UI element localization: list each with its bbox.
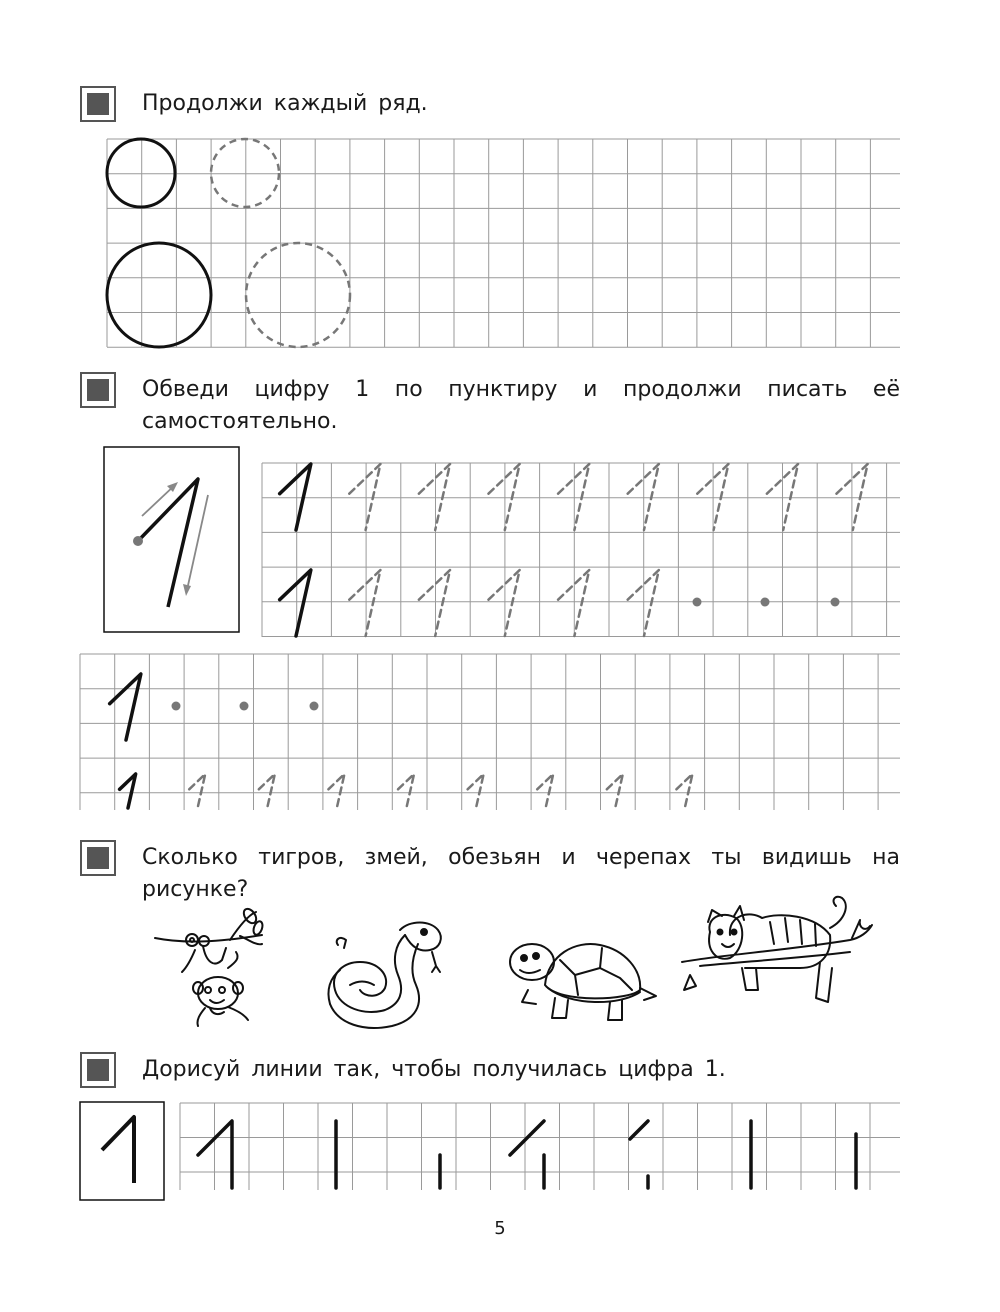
task-complete-lines — [80, 1052, 900, 1088]
digit-one-trace-small — [398, 774, 414, 808]
task-marker-icon — [80, 840, 116, 876]
partial-line-5 — [630, 1121, 648, 1139]
task-instruction: Сколько тигров, змей, обезьян и черепах ты видишь на рисунке? — [142, 845, 900, 902]
digit-one-trace — [488, 570, 519, 636]
digit-one-trace-small — [468, 774, 484, 808]
monkey-illustration — [155, 907, 264, 1026]
digit-one-trace-small — [676, 774, 692, 808]
digit-row-upper — [280, 464, 868, 636]
digit-one-trace — [488, 464, 519, 530]
digit-one-sample — [280, 570, 311, 636]
digit-one-sample — [280, 464, 311, 530]
partial-digit-lines[interactable] — [198, 1121, 856, 1188]
task-instruction: Обведи цифру 1 по пунктиру и продолжи писать её самостоятельно. — [142, 377, 900, 434]
digit-one-trace — [558, 570, 589, 636]
digit-one-trace — [349, 464, 380, 530]
digit-row-lower — [110, 674, 693, 808]
digit-one-trace-small — [537, 774, 553, 808]
digit-one-trace — [419, 570, 450, 636]
start-dot — [693, 598, 702, 607]
start-dot — [240, 702, 249, 711]
digit-one-sample-small — [120, 774, 136, 808]
grid-continue-row — [107, 139, 900, 347]
circle-trace-small[interactable] — [211, 139, 279, 207]
circle-sample-small — [107, 139, 175, 207]
tiger-illustration — [682, 897, 872, 1002]
turtle-illustration — [510, 944, 656, 1020]
task-marker-icon — [80, 372, 116, 408]
task-instruction: Продолжи каждый ряд. — [142, 91, 428, 116]
page-number: 5 — [494, 1218, 506, 1239]
final-sample-box — [80, 1102, 164, 1200]
task-count-animals — [80, 840, 900, 910]
circle-row-large — [107, 243, 350, 347]
digit-one-trace-small — [189, 774, 205, 808]
digit-sample-box — [104, 447, 239, 632]
digit-one-trace-small — [259, 774, 275, 808]
circle-trace-large[interactable] — [246, 243, 350, 347]
task-marker-icon — [80, 1052, 116, 1088]
digit-one-trace — [349, 570, 380, 636]
start-dot — [133, 536, 143, 546]
task-continue-row — [80, 86, 900, 122]
grid-complete-lines — [180, 1103, 900, 1190]
circle-sample-large — [107, 243, 211, 347]
start-dot — [831, 598, 840, 607]
start-dot — [310, 702, 319, 711]
digit-one-trace-small — [328, 774, 344, 808]
start-dot — [172, 702, 181, 711]
task-marker-icon — [80, 86, 116, 122]
digit-one-trace — [419, 464, 450, 530]
snake-illustration — [328, 923, 440, 1028]
start-dot — [761, 598, 770, 607]
digit-one-trace — [558, 464, 589, 530]
circle-row-small — [107, 139, 279, 207]
task-instruction: Дорисуй линии так, чтобы получилась цифра 1. — [142, 1057, 726, 1082]
digit-one-trace-small — [607, 774, 623, 808]
task-trace-digit — [80, 372, 900, 442]
